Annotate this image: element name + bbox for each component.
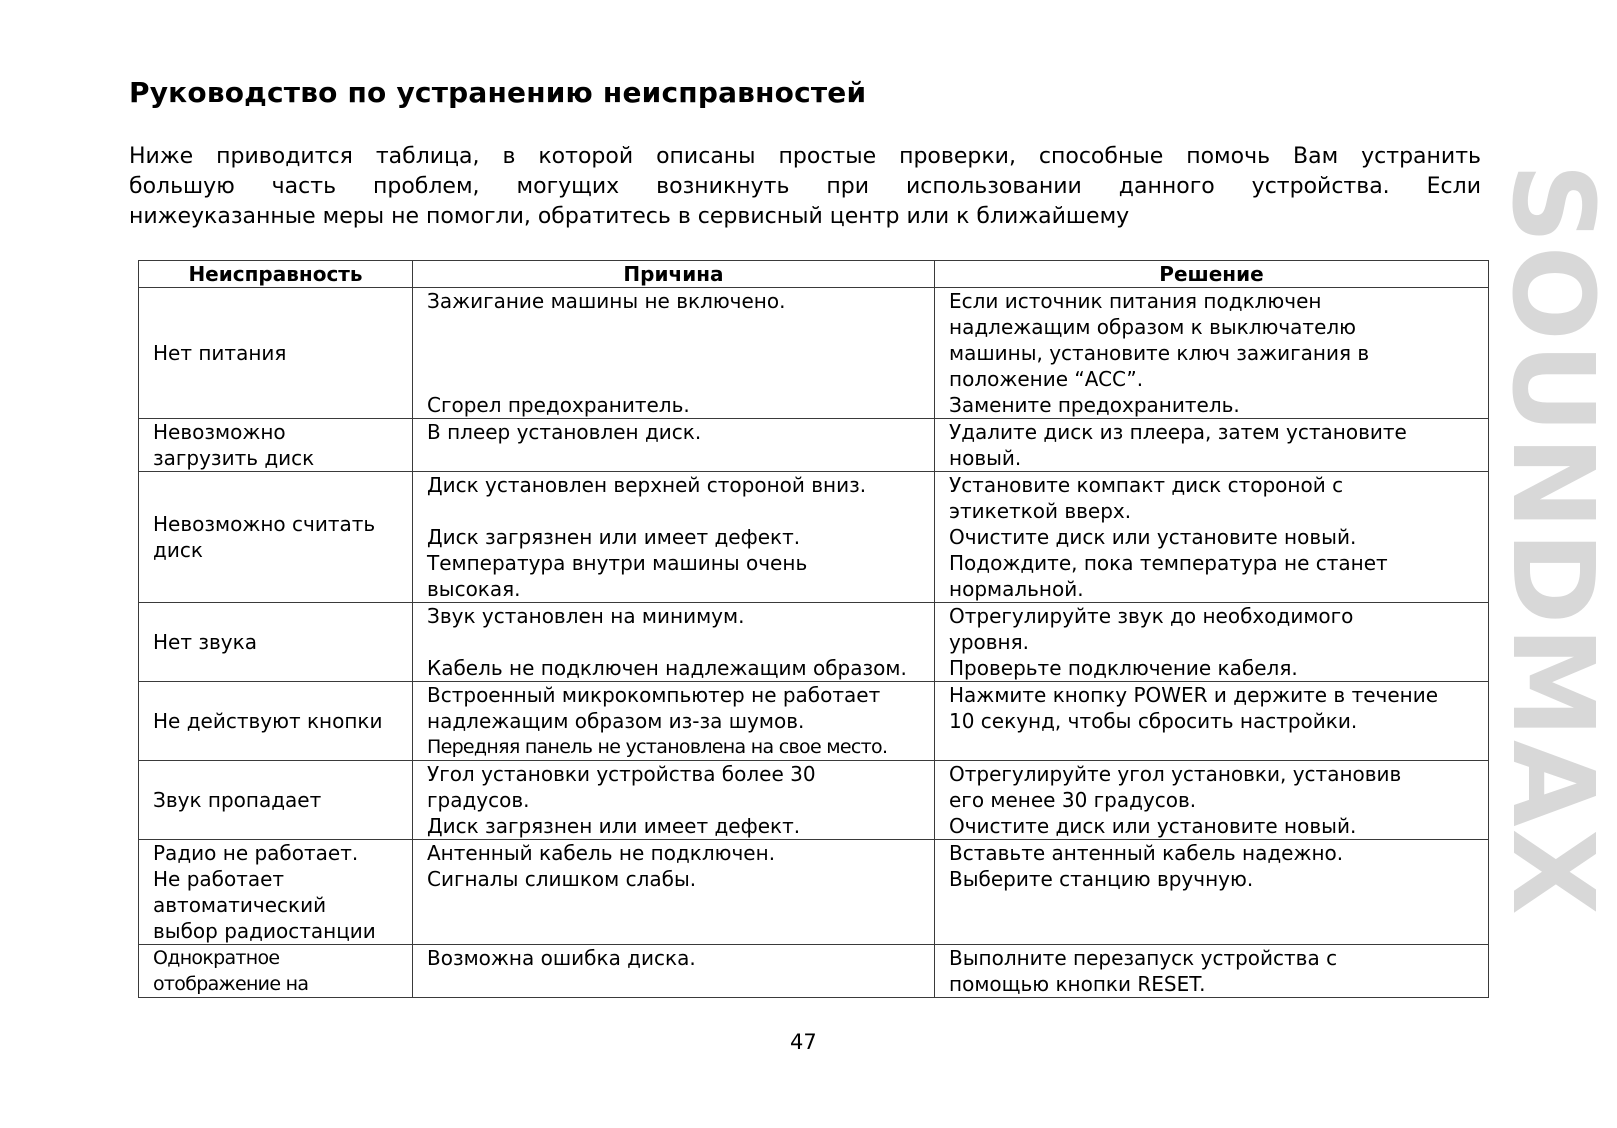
solution-cell: Нажмите кнопку POWER и держите в течение 10 секунд, чтобы сбросить настройки. [935, 682, 1489, 761]
cause-cell: Встроенный микрокомпьютер не работает надлежащим образом из-за шумов. Передняя панель не установлена на свое место. [413, 682, 935, 761]
table-row [139, 761, 1489, 840]
cause-cell: Возможна ошибка диска. [413, 945, 935, 998]
cause-cell: Антенный кабель не подключен. Сигналы слишком слабы. [413, 840, 935, 945]
cause-cell: В плеер установлен диск. [413, 419, 935, 472]
fault-cell: Звук пропадает [139, 761, 413, 840]
cause-cell: Диск установлен верхней стороной вниз. Диск загрязнен или имеет дефект. Температура внутри машины очень высокая. [413, 472, 935, 603]
fault-cell: Нет звука [139, 603, 413, 682]
cause-cell: Зажигание машины не включено. Сгорел предохранитель. [413, 288, 935, 419]
table-row [139, 840, 1489, 945]
header-fault: Неисправность [139, 261, 413, 288]
cause-cell: Угол установки устройства более 30 градусов. Диск загрязнен или имеет дефект. [413, 761, 935, 840]
table-row [139, 472, 1489, 603]
table-row [139, 288, 1489, 419]
header-cause: Причина [413, 261, 935, 288]
fault-cell: Однократное отображение на [139, 945, 413, 998]
solution-cell: Если источник питания подключен надлежащим образом к выключателю машины, установите ключ зажигания в положение “ACC”. Замените предохранитель. [935, 288, 1489, 419]
solution-cell: Выполните перезапуск устройства с помощью кнопки RESET. [935, 945, 1489, 998]
intro-line: нижеуказанные меры не помогли, обратитесь в сервисный центр или к ближайшему [129, 204, 1130, 229]
brand-logo-vertical: SOUNDMAX [1487, 162, 1617, 918]
solution-cell: Вставьте антенный кабель надежно. Выберите станцию вручную. [935, 840, 1489, 945]
solution-cell: Отрегулируйте звук до необходимого уровня. Проверьте подключение кабеля. [935, 603, 1489, 682]
fault-cell: Невозможно загрузить диск [139, 419, 413, 472]
troubleshooting-table [138, 260, 1489, 998]
table-row [139, 419, 1489, 472]
intro-paragraph [129, 142, 1481, 232]
fault-cell: Не действуют кнопки [139, 682, 413, 761]
fault-cell: Радио не работает. Не работает автоматический выбор радиостанции [139, 840, 413, 945]
solution-cell: Установите компакт диск стороной с этикеткой вверх. Очистите диск или установите новый. Подождите, пока температура не станет нормальной. [935, 472, 1489, 603]
intro-line: большую часть проблем, могущих возникнуть при использовании данного устройства. Если [129, 174, 1481, 199]
header-solution: Решение [935, 261, 1489, 288]
table-header-row [139, 261, 1489, 288]
page-title: Руководство по устранению неисправностей [129, 76, 867, 109]
cause-cell: Звук установлен на минимум. Кабель не подключен надлежащим образом. [413, 603, 935, 682]
table-row [139, 682, 1489, 761]
solution-cell: Удалите диск из плеера, затем установите новый. [935, 419, 1489, 472]
fault-cell: Нет питания [139, 288, 413, 419]
intro-line: Ниже приводится таблица, в которой описаны простые проверки, способные помочь Вам устранить [129, 144, 1481, 169]
table-row [139, 603, 1489, 682]
page-number: 47 [790, 1030, 817, 1054]
solution-cell: Отрегулируйте угол установки, установив его менее 30 градусов. Очистите диск или установите новый. [935, 761, 1489, 840]
fault-cell: Невозможно считать диск [139, 472, 413, 603]
table-row [139, 945, 1489, 998]
